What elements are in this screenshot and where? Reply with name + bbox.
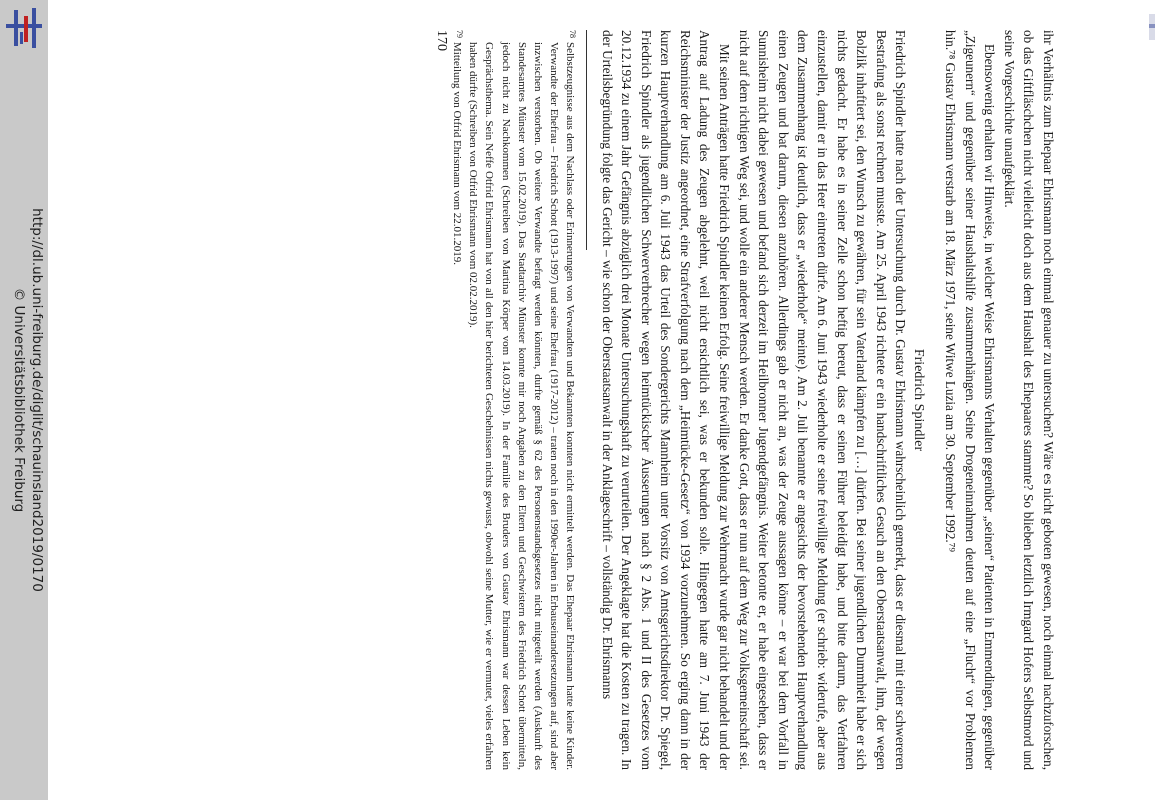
section-title: Friedrich Spindler xyxy=(911,348,927,452)
footnote-mark: 78 xyxy=(567,30,577,38)
paragraph-1: ihr Verhältnis zum Ehepaar Ehrismann noch einmal genauer zu untersuchen? Wäre es nicht geboten gewesen, noch einmal nachzuforschen, ob das Giftfläschchen nicht vielleicht doch aus dem Haushalt des Ehepaares stammte? So blieben letztlich Irmgard Hofers Selbstmord und seine Vorgeschichte unaufgeklärt. xyxy=(1001,30,1056,770)
watermark-copyright: © Universitätsbibliothek Freiburg xyxy=(11,287,27,513)
footnote-79 xyxy=(449,30,465,770)
paragraph-3: Friedrich Spindler hatte nach der Untersuchung durch Dr. Gustav Ehrismann wahrscheinlich gemerkt, dass er diesmal mit einer schwereren Bestrafung als sonst rechnen musste. Am 25. April 1943 richtete er ein handschriftliches Gesuch an den Oberstaatsanwalt, ihm, der wegen Bolzlik inhaftiert sei, den Wunsch zu gewähren, für sein Vaterland kämpfen zu […] dürfen. Bei seiner jugendlichen Dummheit habe er sich nichts gedacht. Er habe es in seiner Zelle schon heftig bereut, dass er seinen Führer beleidigt habe, und bitte darum, das Verfahren einzustellen, damit er in das Heer eintreten dürfe. Am 6. Juni 1943 wiederholte er seine freiwillige Meldung (er schrieb: widerufe, aber aus dem Zusammenhang ist deutlich, dass er „wiederhole“ meinte). Am 2. Juli benannte er angesichts der bevorstehenden Hauptverhandlung einen Zeugen und bat darum, diesen anzuhören. Allerdings gab er nicht an, was der Zeuge aussagen könne – er war bei dem Vorfall in Sunnisheim nicht dabei gewesen und befand sich derzeit im Heilbronner Jugendgefängnis. Weiter betonte er, er habe eingesehen, dass er nicht auf dem richtigen Weg sei, und wolle ein anderer Mensch werden. Er danke Gott, dass er nun auf dem Weg zur Volksgemeinschaft sei. xyxy=(736,30,909,770)
footnote-78 xyxy=(465,30,578,770)
paragraph-4: Mit seinen Anträgen hatte Friedrich Spindler keinen Erfolg. Seine freiwillige Meldung zur Wehrmacht wurde gar nicht behandelt und der Antrag auf Ladung des Zeugen abgelehnt, weil nicht ersichtlich sei, was er bekunden solle. Hingegen hatte am 7. Juni 1943 der Reichsminister der Justiz angeordnet, eine Strafverfolgung nach dem „Heimtücke-Gesetz“ von 1934 vorzunehmen. So erging dann in der kurzen Hauptverhandlung am 6. Juli 1943 das Urteil des Sondergerichts Mannheim unter Vorsitz von Amtsgerichtsdirektor Dr. Spiegel, Friedrich Spindler als jugendlichen Schwerverbrecher wegen heimtückischer Äusserungen nach § 2 Abs. 1 und II des Gesetzes vom 20.12.1934 zu einem Jahr Gefängnis abzüglich drei Monate Untersuchungshaft zu verurteilen. Der Angeklagte hat die Kosten zu tragen. In der Urteilsbegründung folgte das Gericht – wie schon der Oberstaatsanwalt in der Anklageschrift – vollständig Dr. Ehrismanns xyxy=(599,30,733,770)
source-watermark xyxy=(2,10,46,790)
footnote-text: Mitteilung von Otfrid Ehrismann vom 22.01.2019. xyxy=(451,42,464,266)
page-edge-marker xyxy=(1149,14,1155,40)
watermark-url: http://dl.ub.uni-freiburg.de/diglit/schauinsland2019/0170 xyxy=(29,208,45,592)
page-number: 170 xyxy=(434,30,450,51)
viewer-sidebar xyxy=(0,0,48,800)
footnote-mark: 79 xyxy=(455,30,465,38)
footnote-separator xyxy=(586,30,587,250)
scanned-page xyxy=(158,30,1058,770)
footnote-text: Selbstzeugnisse aus dem Nachlass oder Erinnerungen von Verwandten und Bekannten konnten nicht ermittelt werden. Das Ehepaar Ehrismann hatte keine Kinder. Verwandte der Ehefrau – Friedrich Schott (1913-1997) und seine Ehefrau (1917-2012) – traten noch in den 1990er-Jahren in Erbauseinandersetzungen auf, sind aber inzwischen verstorben. Ob weitere Verwandte befragt werden könnten, durfte gemäß § 62 des Personenstandsgesetzes nicht mitgeteilt werden (Auskunft des Standesamtes Münster vom 15.02.2019). Das Stadtarchiv Münster konnte mir noch Angaben zu den Eltern und Geschwistern des Friedrich Schott übermitteln, jedoch nicht zu Nachkommen (Schreiben von Martina Körper vom 14.03.2019). In der Familie des Bruders von Gustav Ehrismann war dessen Leben kein Gesprächsthema. Sein Neffe Otfrid Ehrismann hat von all den hier berichteten Geschehnissen nichts gewusst, obwohl seine Mutter, wie er vermutet, vieles erfahren haben dürfte (Schreiben von Otfrid Ehrismann vom 02.02.2019). xyxy=(467,42,576,770)
paragraph-2: Ebensowenig erhalten wir Hinweise, in welcher Weise Ehrismanns Verhalten gegenüber „seinen“ Patienten in Emmendingen, gegenüber „Zigeunern“ und gegenüber seiner Haushaltshilfe zusammenhängen. Seine Drogeneinnahmen deuten auf eine „Flucht“ vor Problemen hin.⁷⁸ Gustav Ehrismann verstarb am 18. März 1971, seine Witwe Luzia am 30. September 1992.⁷⁹ xyxy=(943,30,998,770)
